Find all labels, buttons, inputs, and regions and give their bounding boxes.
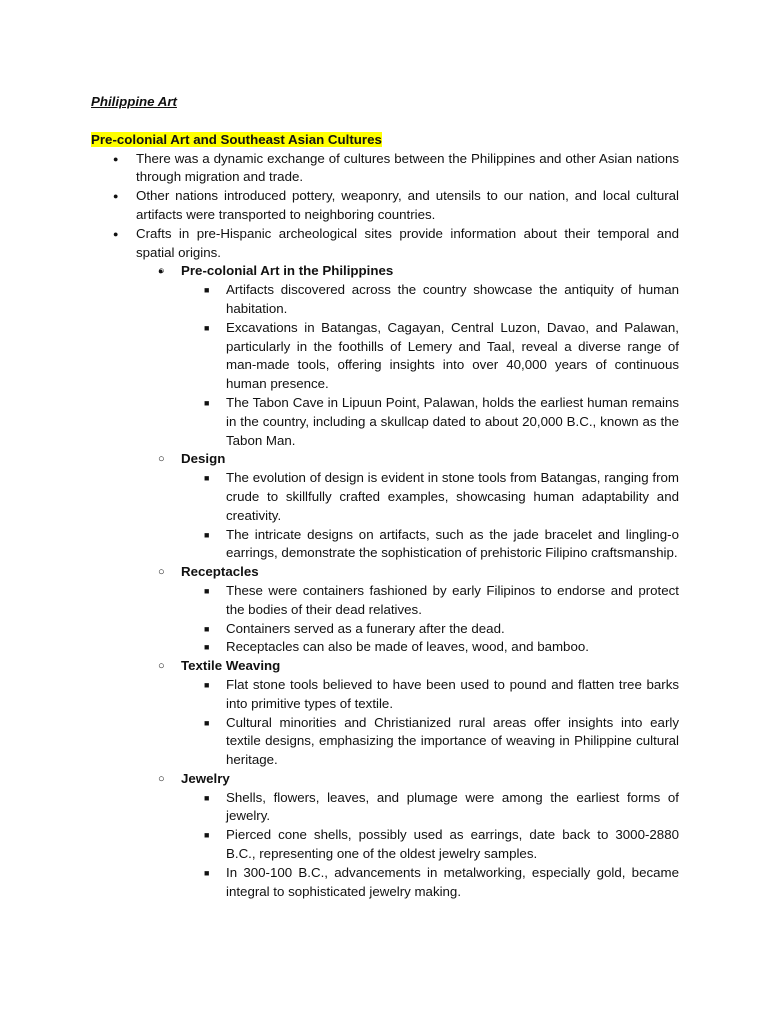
list-item: ■ These were containers fashioned by early Filipinos to endorse and protect the bodies of their dead relatives. [91,582,679,620]
list-item: ■ The intricate designs on artifacts, such as the jade bracelet and lingling-o earrings, demonstrate the sophistication of prehistoric Filipino craftsmanship. [91,526,679,564]
subsection-heading: Pre-colonial Art in the Philippines [181,263,394,279]
item-list [181,676,679,770]
list-item: ■ Flat stone tools believed to have been used to pound and flatten tree barks into primitive types of textile. [91,676,679,714]
subsection-textile-weaving [91,657,679,770]
item-list [181,469,679,563]
subsection-heading: Jewelry [181,770,230,786]
item-list [181,281,679,450]
list-item: ■ Containers served as a funerary after the dead. [91,620,679,639]
subsection-wrapper [136,262,679,901]
subsection-heading: Receptacles [181,564,259,580]
document-title: Philippine Art [91,94,177,109]
subsection-design [91,450,679,563]
subsection-precolonial [91,262,679,450]
subsection-jewelry [91,770,679,902]
list-item: ■ Excavations in Batangas, Cagayan, Central Luzon, Davao, and Palawan, particularly in the foothills of Lemery and Taal, reveal a diverse range of man-made tools, offering insights into over 40,000 years of continuous human presence. [91,319,679,394]
bullet-item: ● Other nations introduced pottery, weaponry, and utensils to our nation, and local cultural artifacts were transported to neighboring countries. [91,187,679,225]
list-item: ■ Receptacles can also be made of leaves, wood, and bamboo. [91,638,679,657]
subsection-heading: Design [181,451,226,467]
item-list [181,789,679,902]
item-list [181,582,679,657]
highlighted-heading-text: Pre-colonial Art and Southeast Asian Cultures [91,131,382,147]
list-item: ■ Pierced cone shells, possibly used as earrings, date back to 3000-2880 B.C., representing one of the oldest jewelry samples. [91,826,679,864]
section-heading [91,131,679,150]
list-item: ■ In 300-100 B.C., advancements in metalworking, especially gold, became integral to sophisticated jewelry making. [91,864,679,902]
bullet-item: ● There was a dynamic exchange of cultures between the Philippines and other Asian nations through migration and trade. [91,150,679,188]
list-item: ■ Artifacts discovered across the country showcase the antiquity of human habitation. [91,281,679,319]
list-item: ■ Shells, flowers, leaves, and plumage were among the earliest forms of jewelry. [91,789,679,827]
subsection-list [136,262,679,901]
bullet-list [91,150,679,263]
subsection-container [136,262,679,901]
subsection-heading: Textile Weaving [181,658,281,674]
document-content [91,93,679,901]
bullet-item: ● Crafts in pre-Hispanic archeological sites provide information about their temporal and spatial origins. [91,225,679,263]
list-item: ■ The evolution of design is evident in stone tools from Batangas, ranging from crude to skillfully crafted examples, showcasing human adaptability and creativity. [91,469,679,525]
list-item: ■ Cultural minorities and Christianized rural areas offer insights into early textile designs, emphasizing the importance of weaving in Philippine cultural heritage. [91,714,679,770]
subsection-receptacles [91,563,679,657]
list-item: ■ The Tabon Cave in Lipuun Point, Palawan, holds the earliest human remains in the country, including a skullcap dated to about 20,000 B.C., known as the Tabon Man. [91,394,679,450]
